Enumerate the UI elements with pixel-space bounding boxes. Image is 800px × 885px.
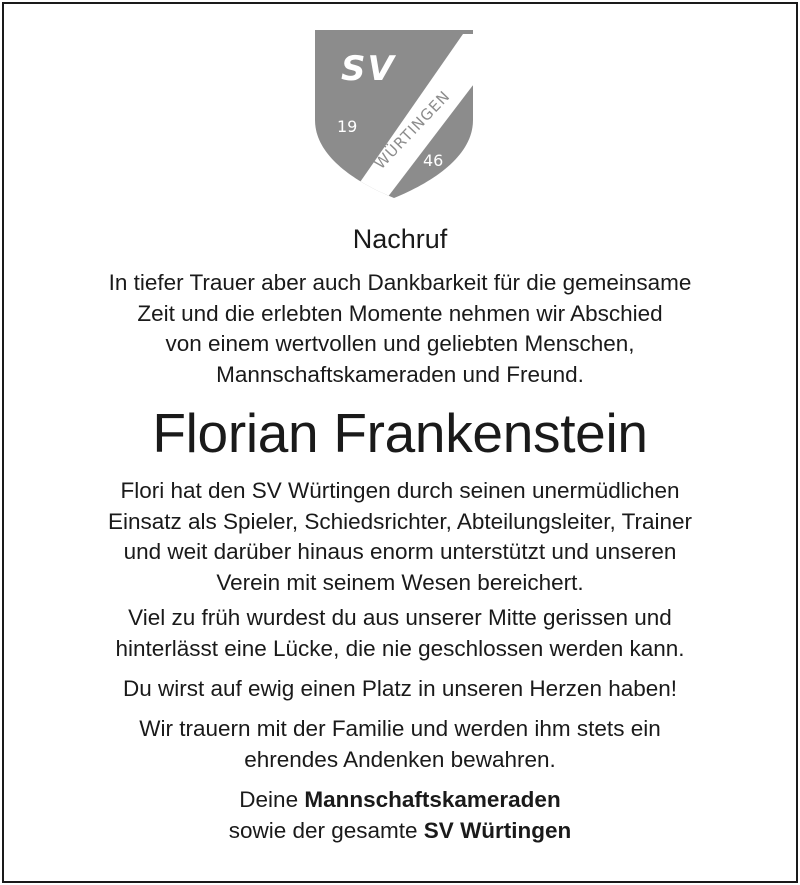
deceased-name: Florian Frankenstein bbox=[152, 402, 648, 464]
club-crest-logo bbox=[313, 28, 475, 200]
town-text: WÜRTINGEN bbox=[370, 86, 454, 173]
tribute-paragraph: Flori hat den SV Würtingen durch seinen unermüdlichen Einsatz als Spieler, Schiedsrichter, Abteilungsleiter, Trainer und weit darüber hinaus enorm unterstützt und unseren Verein mit seinem Wesen bereichert. bbox=[107, 478, 693, 595]
signature-line-1: Deine Mannschaftskameraden bbox=[239, 787, 561, 812]
signature bbox=[0, 784, 800, 846]
signature-line-2: sowie der gesamte SV Würtingen bbox=[228, 818, 572, 843]
mourning-paragraph: Wir trauern mit der Familie und werden ihm stets ein ehrendes Andenken bewahren. bbox=[139, 716, 661, 772]
club-abbr-text: SV bbox=[341, 49, 396, 89]
heart-paragraph: Du wirst auf ewig einen Platz in unseren Herzen haben! bbox=[122, 676, 678, 701]
loss-paragraph: Viel zu früh wurdest du aus unserer Mitte gerissen und hinterlässt eine Lücke, die nie geschlossen werden kann. bbox=[115, 605, 685, 661]
year-left-text: 19 bbox=[337, 117, 358, 136]
intro-paragraph: In tiefer Trauer aber auch Dankbarkeit für die gemeinsame Zeit und die erlebten Momente nehmen wir Abschied von einem wertvollen und geliebten Menschen, Mannschaftskameraden und Freund. bbox=[108, 270, 692, 387]
year-right-text: 46 bbox=[423, 151, 444, 170]
notice-heading: Nachruf bbox=[352, 224, 448, 254]
